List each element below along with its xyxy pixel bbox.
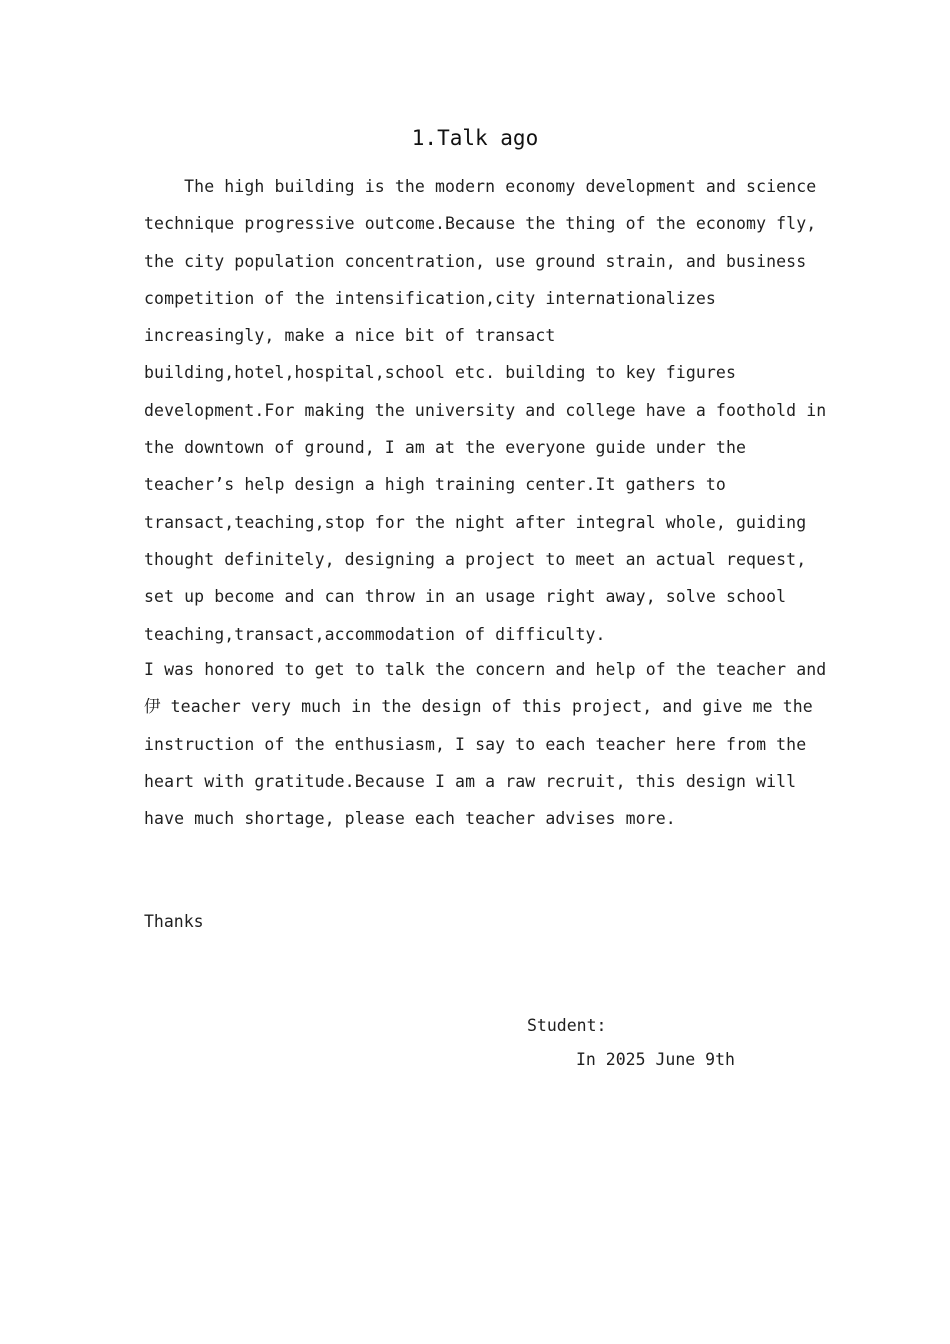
paragraph-acknowledgement (144, 651, 827, 837)
paragraph-line: building,hotel,hospital,school etc. building to key figures (144, 363, 736, 383)
paragraph-line: development.For making the university and college have a foothold in (144, 400, 827, 420)
paragraph-line: I was honored to get to talk the concern and help of the teacher and (144, 660, 827, 679)
paragraph-line: technique progressive outcome.Because the thing of the economy fly, (144, 214, 817, 234)
paragraph-line: the downtown of ground, I am at the everyone guide under the (144, 438, 747, 458)
paragraph-line: thought definitely, designing a project to meet an actual request, (144, 549, 807, 569)
paragraph-line: set up become and can throw in an usage right away, solve school (144, 587, 787, 607)
paragraph-line: competition of the intensification,city internationalizes (144, 288, 716, 308)
signature-date: In 2025 June 9th (576, 1050, 735, 1069)
paragraph-line: teacher’s help design a high training center.It gathers to (144, 475, 726, 495)
paragraph-line: 伊 teacher very much in the design of this project, and give me the (144, 697, 813, 717)
paragraph-line: the city population concentration, use ground strain, and business (144, 251, 807, 271)
paragraph-line: teaching,transact,accommodation of difficulty. (144, 624, 606, 644)
paragraph-line: instruction of the enthusiasm, I say to each teacher here from the (144, 734, 807, 754)
student-label: Student: (527, 1016, 607, 1035)
paragraph-line: transact,teaching,stop for the night after integral whole, guiding (144, 512, 807, 532)
paragraph-line: The high building is the modern economy development and science (144, 177, 817, 196)
paragraph-line: increasingly, make a nice bit of transact (144, 326, 556, 346)
paragraph-line: heart with gratitude.Because I am a raw recruit, this design will (144, 771, 797, 791)
thanks-text: Thanks (144, 912, 204, 931)
paragraph-line: have much shortage, please each teacher advises more. (144, 809, 676, 829)
page-title: 1.Talk ago (411, 126, 539, 150)
paragraph-intro (144, 168, 827, 653)
